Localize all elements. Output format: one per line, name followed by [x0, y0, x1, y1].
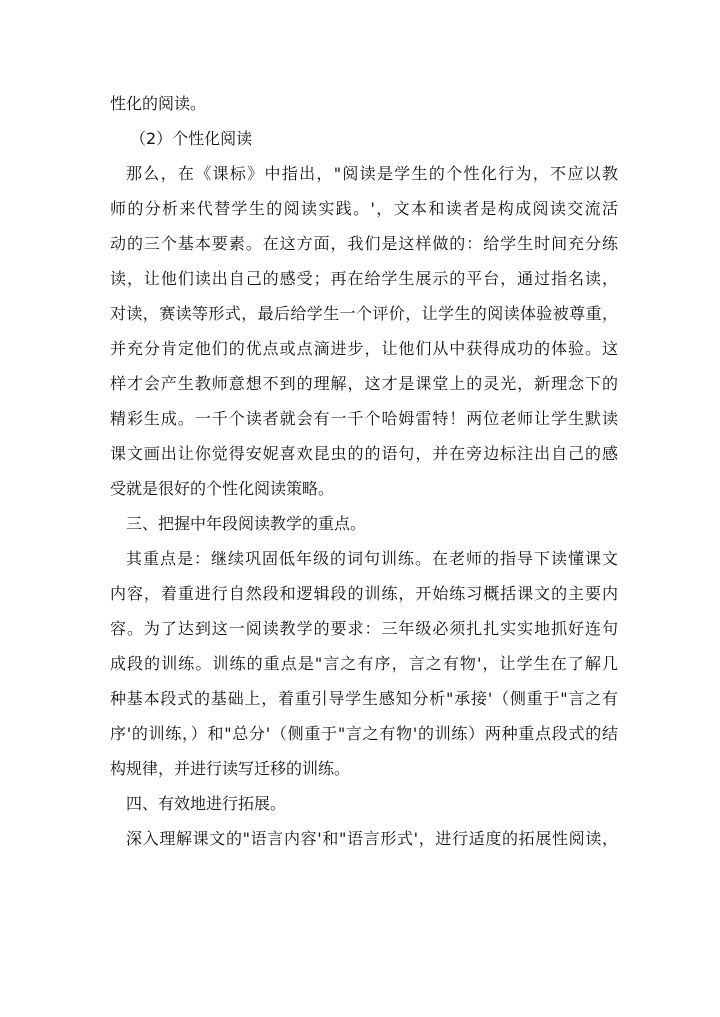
text-line: 那么，在《课标》中指出，"阅读是学生的个性化行为，不应以教	[126, 164, 618, 183]
text-line: 其重点是：继续巩固低年级的词句训练。在老师的指导下读懂课文	[126, 549, 618, 568]
text-line: 动的三个基本要素。在这方面，我们是这样做的：给学生时间充分练	[110, 234, 618, 253]
text-line: 精彩生成。一千个读者就会有一千个哈姆雷特！两位老师让学生默读	[110, 409, 618, 428]
text-line: 构规律，并进行读写迁移的训练。	[110, 759, 351, 778]
text-line: 读，让他们读出自己的感受；再在给学生展示的平台，通过指名读，	[110, 269, 618, 288]
text-line: 并充分肯定他们的优点或点滴进步，让他们从中获得成功的体验。这	[110, 339, 618, 358]
text-line: 课文画出让你觉得安妮喜欢昆虫的的语句，并在旁边标注出自己的感	[110, 444, 618, 463]
section-heading: 三、把握中年段阅读教学的重点。	[126, 514, 367, 533]
text-line: 内容，着重进行自然段和逻辑段的训练，开始练习概括课文的主要内	[110, 584, 618, 603]
text-line: 序'的训练，）和"总分'（侧重于"言之有物'的训练）两种重点段式的结	[110, 724, 618, 743]
text-line: 性化的阅读。	[110, 94, 207, 113]
text-line: 受就是很好的个性化阅读策略。	[110, 479, 335, 498]
section-heading: （2）个性化阅读	[130, 129, 253, 148]
section-heading: 四、有效地进行拓展。	[126, 794, 287, 813]
body-text	[110, 88, 618, 855]
text-line: 样才会产生教师意想不到的理解，这才是课堂上的灵光，新理念下的	[110, 374, 618, 393]
text-line: 成段的训练。训练的重点是"言之有序，言之有物'，让学生在了解几	[110, 654, 618, 673]
text-line: 种基本段式的基础上，着重引导学生感知分析"承接'（侧重于"言之有	[110, 689, 618, 708]
text-line: 容。为了达到这一阅读教学的要求：三年级必须扎扎实实地抓好连句	[110, 619, 618, 638]
text-line: 对读，赛读等形式，最后给学生一个评价，让学生的阅读体验被尊重，	[110, 304, 618, 323]
text-line: 深入理解课文的"语言内容'和"语言形式'，进行适度的拓展性阅读，	[126, 829, 618, 848]
text-line: 师的分析来代替学生的阅读实践。'，文本和读者是构成阅读交流活	[110, 199, 618, 218]
